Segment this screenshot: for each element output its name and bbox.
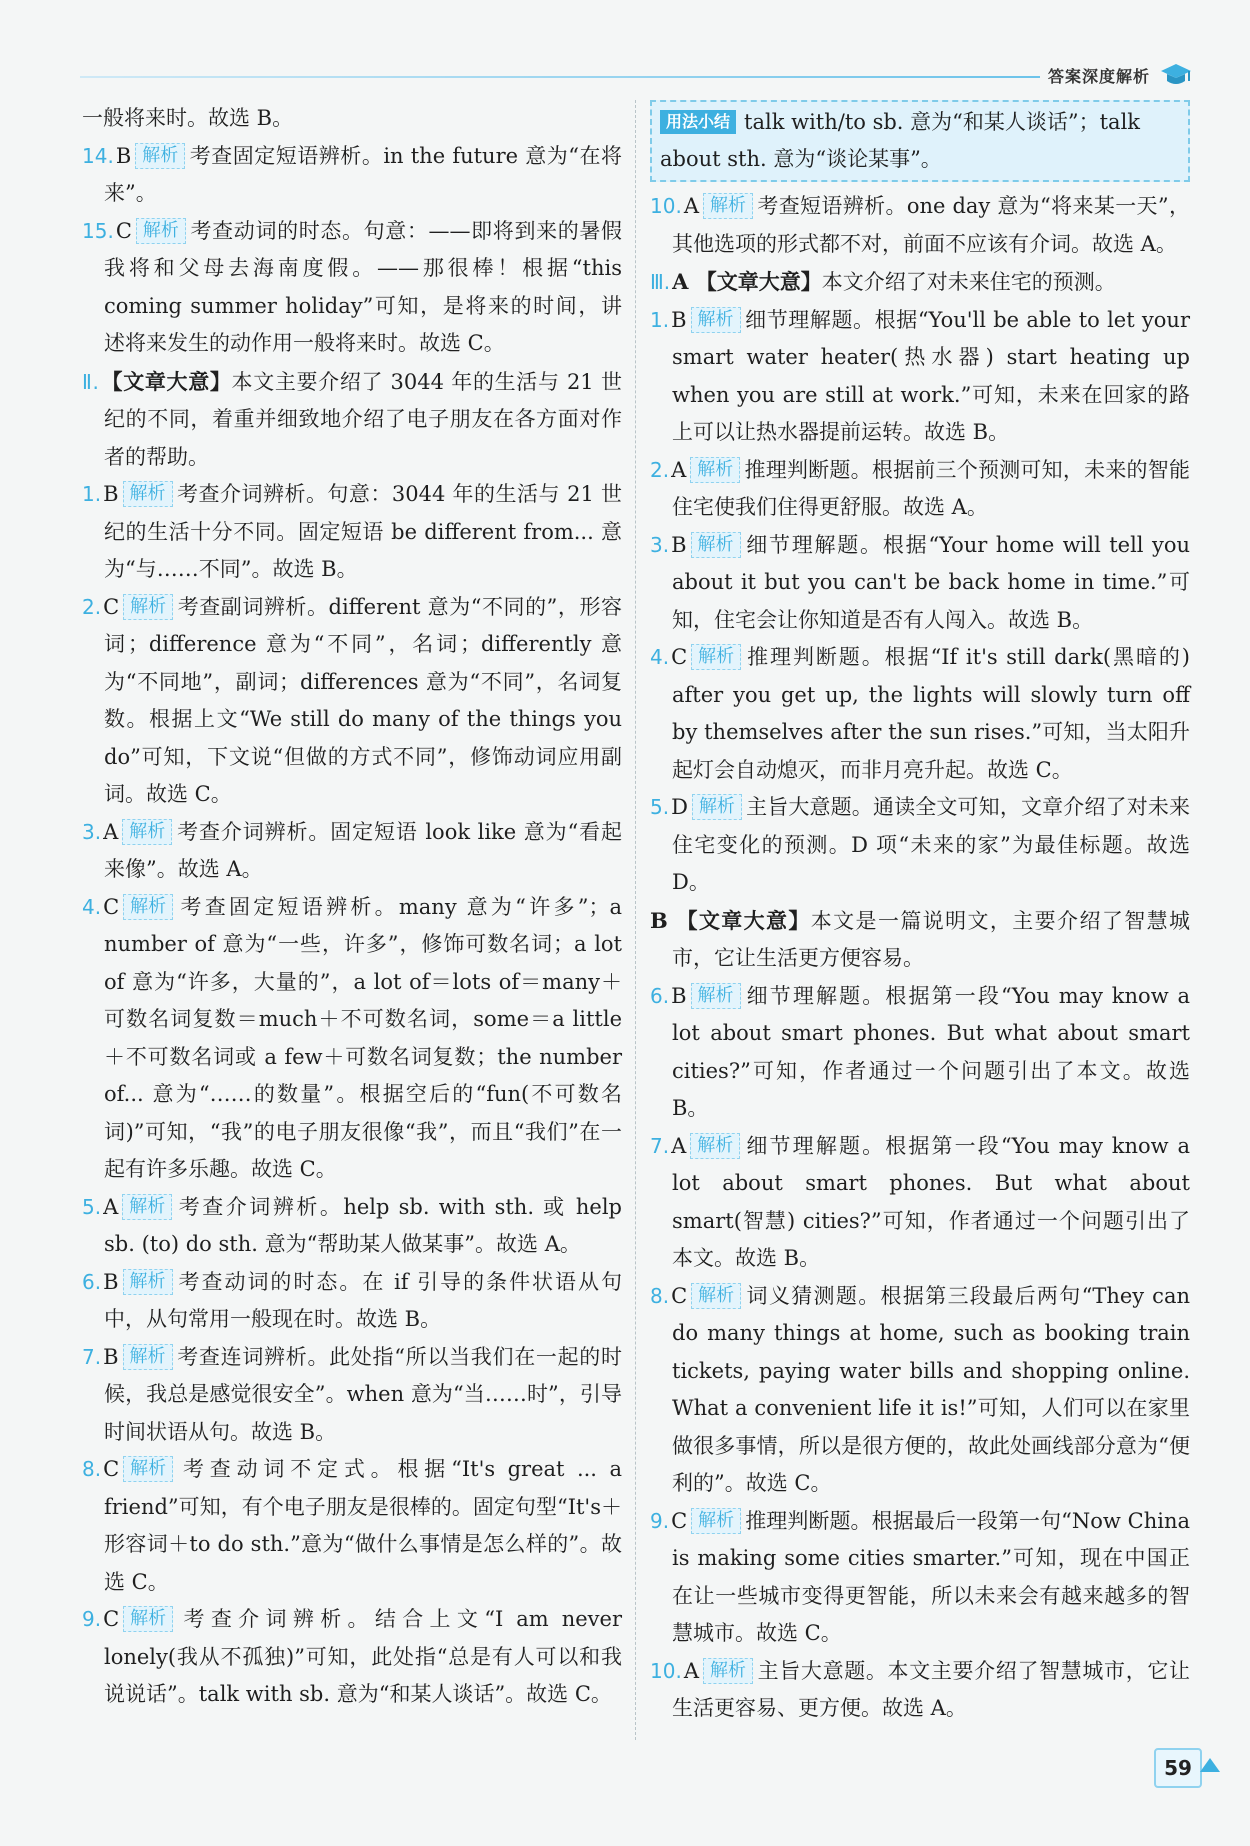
answer-item — [650, 302, 1190, 452]
left-column — [82, 100, 622, 1714]
analysis-tag: 解析 — [123, 594, 173, 620]
question-number: 8. — [650, 1283, 670, 1308]
analysis-tag: 解析 — [123, 894, 173, 920]
section-summary-heading: A 【文章大意】 — [672, 269, 822, 294]
analysis-text: 考查介词辨析。固定短语 look like 意为“看起来像”。故选 A。 — [104, 819, 622, 881]
question-number: 9. — [82, 1607, 102, 1631]
question-number: 15. — [82, 218, 114, 243]
answer-item — [650, 1278, 1190, 1503]
usage-summary-text: talk with/to sb. 意为“和某人谈话”；talk about sth. 意为“谈论某事”。 — [660, 110, 1141, 171]
analysis-text: 考查短语辨析。one day 意为“将来某一天”，其他选项的形式都不对，前面不应该有介词。故选 A。 — [672, 194, 1190, 256]
answer-item — [650, 1128, 1190, 1278]
answer-letter: B — [671, 532, 687, 557]
answer-letter: B — [671, 307, 687, 332]
answer-item — [82, 1601, 622, 1714]
answer-letter: A — [671, 1133, 687, 1158]
answer-item — [82, 814, 622, 889]
answer-letter: C — [115, 218, 132, 243]
analysis-text: 考查动词的时态。句意：——即将到来的暑假我将和父母去海南度假。——那很棒！根据“this coming summer holiday”可知，是将来的时间，讲述将来发生的动作用一般将来时。故选 C。 — [104, 218, 622, 355]
answer-item — [650, 1503, 1190, 1653]
question-number: 9. — [650, 1508, 670, 1533]
analysis-text: 词义猜测题。根据第三段最后两句“They can do many things at home, such as booking train tickets, paying water bills and shopping online. What a convenient life it is!”可知，人们可以在家里做很多事情，所以是很方便的，故此处画线部分意为“便利的”。故选 C。 — [672, 1283, 1190, 1495]
analysis-text: 推理判断题。根据最后一段第一句“Now China is making some cities smarter.”可知，现在中国正在让一些城市变得更智能，所以未来会有越来越多的智慧城市。故选 C。 — [672, 1508, 1190, 1645]
answer-letter: B — [103, 1344, 119, 1369]
usage-summary-box — [650, 100, 1190, 182]
section-summary-text: 本文介绍了对未来住宅的预测。 — [821, 270, 1116, 294]
answer-letter: C — [671, 1508, 688, 1533]
page-number: 59 — [1154, 1748, 1202, 1788]
analysis-text: 细节理解题。根据“You'll be able to let your smart water heater(热水器) start heating up when you are still at work.”可知，未来在回家的路上可以让热水器提前运转。故选 B。 — [672, 307, 1190, 444]
question-number: 10. — [650, 194, 682, 218]
analysis-tag: 解析 — [135, 143, 185, 169]
section-number: Ⅲ. — [650, 270, 671, 294]
answer-item — [82, 476, 622, 589]
answer-item — [650, 188, 1190, 263]
analysis-tag: 解析 — [690, 457, 740, 483]
answer-item — [82, 1264, 622, 1339]
section-summary-text: 本文是一篇说明文，主要介绍了智慧城市，它让生活更方便容易。 — [672, 908, 1190, 970]
question-number: 4. — [650, 645, 670, 669]
section-summary — [82, 363, 622, 477]
analysis-text: 考查副词辨析。different 意为“不同的”，形容词；difference 意为“不同”，名词；differently 意为“不同地”，副词；differences 意为“不同”，名词复数。根据上文“We still do many of the things you do”可知，下文说“但做的方式不同”，修饰动词应用副词。故选 C。 — [104, 594, 622, 806]
answer-continuation: 一般将来时。故选 B。 — [82, 106, 294, 130]
question-number: 10. — [650, 1658, 682, 1683]
answer-letter: A — [671, 457, 687, 482]
section-summary-text: 本文主要介绍了 3044 年的生活与 21 世纪的不同，着重并细致地介绍了电子朋友在各方面对作者的帮助。 — [104, 369, 623, 469]
answer-item — [650, 1653, 1190, 1728]
answer-item — [650, 639, 1190, 789]
answer-letter: A — [103, 819, 119, 844]
analysis-tag: 解析 — [691, 307, 741, 333]
analysis-tag: 解析 — [691, 983, 741, 1009]
section-summary — [650, 902, 1190, 978]
analysis-tag: 解析 — [123, 1456, 173, 1482]
analysis-tag: 解析 — [691, 1508, 741, 1534]
answer-item — [82, 889, 622, 1189]
answer-item — [82, 589, 622, 814]
header-title: 答案深度解析 — [1047, 67, 1150, 86]
analysis-text: 细节理解题。根据第一段“You may know a lot about smart phones. But what about smart(智慧) cities?”可知，作者通过一个问题引出了本文。故选 B。 — [672, 1133, 1190, 1270]
answer-letter: C — [103, 894, 120, 919]
usage-summary-tag: 用法小结 — [660, 110, 736, 134]
analysis-text: 考查动词的时态。在 if 引导的条件状语从句中，从句常用一般现在时。故选 B。 — [104, 1269, 622, 1331]
answer-letter: B — [115, 143, 132, 168]
answer-letter: A — [103, 1194, 119, 1219]
question-number: 7. — [650, 1133, 670, 1158]
section-summary — [650, 263, 1190, 302]
answer-item — [82, 213, 622, 363]
question-number: 1. — [650, 307, 670, 332]
answer-letter: C — [671, 1283, 688, 1308]
answer-item — [82, 1451, 622, 1601]
section-summary-heading: 【文章大意】 — [100, 368, 232, 394]
answer-item — [82, 1339, 622, 1452]
analysis-tag: 解析 — [690, 1133, 740, 1159]
answer-item — [650, 527, 1190, 640]
analysis-tag: 解析 — [691, 1283, 741, 1309]
question-number: 6. — [650, 983, 670, 1008]
analysis-tag: 解析 — [123, 1269, 173, 1295]
section-summary-heading: B 【文章大意】 — [650, 907, 811, 933]
analysis-text: 考查介词辨析。结合上文“I am never lonely(我从不孤独)”可知，此处指“总是有人可以和我说说话”。talk with sb. 意为“和某人谈话”。故选 C。 — [104, 1607, 622, 1706]
analysis-text: 推理判断题。根据“If it's still dark(黑暗的) after you get up, the lights will slowly turn off by themselves after the sun rises.”可知，当太阳升起灯会自动熄灭，而非月亮升起。故选 C。 — [672, 645, 1190, 782]
answer-item — [82, 138, 622, 213]
question-number: 14. — [82, 143, 114, 168]
analysis-text: 主旨大意题。本文主要介绍了智慧城市，它让生活更容易、更方便。故选 A。 — [672, 1658, 1190, 1720]
page-arrow-icon — [1200, 1758, 1220, 1772]
right-column — [650, 100, 1190, 1728]
answer-letter: D — [671, 795, 688, 819]
answer-item — [650, 978, 1190, 1128]
analysis-text: 细节理解题。根据“Your home will tell you about it but you can't be back home in time.”可知，住宅会让你知道是否有人闯入。故选 B。 — [672, 532, 1190, 632]
question-number: 5. — [82, 1194, 102, 1219]
analysis-text: 考查固定短语辨析。in the future 意为“在将来”。 — [104, 143, 622, 205]
answer-item — [650, 452, 1190, 527]
answer-letter: B — [671, 983, 687, 1008]
answer-letter: B — [103, 482, 119, 506]
analysis-text: 考查动词不定式。根据“It's great ... a friend”可知，有个电子朋友是很棒的。固定句型“It's＋形容词＋to do sth.”意为“做什么事情是怎么样的”。故选 C。 — [104, 1457, 622, 1594]
answer-letter: A — [683, 194, 699, 218]
answer-item — [650, 789, 1190, 902]
question-number: 6. — [82, 1269, 102, 1294]
section-number: Ⅱ. — [82, 369, 99, 394]
analysis-tag: 解析 — [692, 794, 742, 820]
column-divider — [635, 100, 636, 1740]
question-number: 3. — [82, 819, 102, 844]
analysis-tag: 解析 — [691, 644, 741, 670]
analysis-tag: 解析 — [136, 218, 186, 244]
question-number: 2. — [82, 594, 102, 619]
analysis-tag: 解析 — [123, 481, 173, 507]
answer-item — [82, 1189, 622, 1264]
answer-letter: B — [103, 1269, 119, 1294]
question-number: 2. — [650, 457, 670, 482]
header-rule — [80, 76, 1040, 78]
analysis-tag: 解析 — [703, 1658, 753, 1684]
analysis-tag: 解析 — [691, 532, 741, 558]
analysis-text: 推理判断题。根据前三个预测可知，未来的智能住宅使我们住得更舒服。故选 A。 — [672, 457, 1190, 519]
analysis-text: 考查连词辨析。此处指“所以当我们在一起的时候，我总是感觉很安全”。when 意为“当……时”，引导时间状语从句。故选 B。 — [104, 1344, 622, 1444]
analysis-text: 考查介词辨析。句意：3044 年的生活与 21 世纪的生活十分不同。固定短语 be different from... 意为“与……不同”。故选 B。 — [104, 482, 622, 581]
analysis-text: 考查介词辨析。help sb. with sth. 或 help sb. (to) do sth. 意为“帮助某人做某事”。故选 A。 — [104, 1194, 622, 1256]
analysis-tag: 解析 — [123, 1344, 173, 1370]
analysis-text: 细节理解题。根据第一段“You may know a lot about smart phones. But what about smart cities?”可知，作者通过一个问题引出了本文。故选 B。 — [672, 983, 1190, 1120]
answer-letter: C — [103, 1457, 120, 1481]
analysis-tag: 解析 — [122, 1194, 172, 1220]
answer-letter: C — [103, 1607, 120, 1631]
analysis-tag: 解析 — [122, 819, 172, 845]
analysis-text: 主旨大意题。通读全文可知，文章介绍了对未来住宅变化的预测。D 项“未来的家”为最佳标题。故选 D。 — [672, 795, 1190, 894]
answer-letter: C — [671, 645, 688, 669]
question-number: 4. — [82, 894, 102, 919]
analysis-text: 考查固定短语辨析。many 意为“许多”；a number of 意为“一些，许多”，修饰可数名词；a lot of 意为“许多，大量的”，a lot of＝lots of＝many＋可数名词复数＝much＋不可数名词，some＝a little＋不可数名词或 a few＋可数名词复数；the number of... 意为“……的数量”。根据空后的“fun(不可数名词)”可知，“我”的电子朋友很像“我”，而且“我们”在一起有许多乐趣。故选 C。 — [104, 894, 622, 1181]
analysis-tag: 解析 — [703, 193, 753, 219]
question-number: 7. — [82, 1344, 102, 1369]
question-number: 3. — [650, 532, 670, 557]
analysis-tag: 解析 — [123, 1606, 173, 1632]
question-number: 1. — [82, 482, 102, 506]
question-number: 5. — [650, 795, 670, 819]
answer-letter: C — [103, 594, 120, 619]
graduation-cap-icon — [1160, 62, 1192, 88]
question-number: 8. — [82, 1457, 102, 1481]
answer-letter: A — [683, 1658, 699, 1683]
